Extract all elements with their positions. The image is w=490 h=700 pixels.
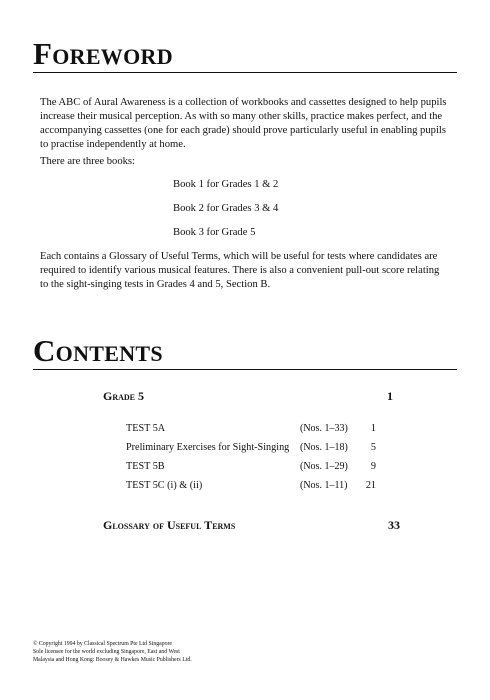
contents-rule bbox=[33, 369, 457, 370]
foreword-paragraph-intro: The ABC of Aural Awareness is a collection of workbooks and cassettes designed to help pupils increase their musical perception. As with so many other skills, practice makes perfect, and the accompanying cassettes (one for each grade) should prove particularly useful in enabling pupils to practise independently at home. bbox=[40, 97, 447, 150]
toc-range-test-5b: (Nos. 1–29) bbox=[300, 461, 348, 472]
toc-range-preliminary-exercises: (Nos. 1–18) bbox=[300, 442, 348, 453]
toc-page-preliminary-exercises: 5 bbox=[370, 442, 376, 453]
book-item-3: Book 3 for Grade 5 bbox=[173, 227, 256, 238]
book-item-2: Book 2 for Grades 3 & 4 bbox=[173, 203, 279, 214]
foreword-paragraph-books-intro: There are three books: bbox=[40, 156, 136, 167]
book-item-1: Book 1 for Grades 1 & 2 bbox=[173, 179, 279, 190]
toc-page-test-5b: 9 bbox=[370, 461, 376, 472]
toc-item-preliminary-exercises: Preliminary Exercises for Sight-Singing bbox=[126, 442, 290, 453]
foreword-title: Foreword bbox=[33, 36, 173, 71]
toc-item-test-5b: TEST 5B bbox=[126, 461, 165, 472]
toc-grade-label: Grade 5 bbox=[103, 389, 145, 403]
copyright-notice bbox=[33, 640, 192, 664]
toc-page-test-5a: 1 bbox=[370, 423, 376, 434]
contents-title: Contents bbox=[33, 333, 163, 368]
toc-glossary-label: Glossary of Useful Terms bbox=[103, 518, 236, 532]
toc-page-test-5c: 21 bbox=[365, 480, 376, 491]
copyright-line-2: Sole licensee for the world excluding Singapore, East and West bbox=[33, 649, 180, 655]
copyright-line-3: Malaysia and Hong Kong: Boosey & Hawkes Music Publishers Ltd. bbox=[33, 657, 192, 663]
toc-glossary-page: 33 bbox=[388, 518, 400, 532]
toc-item-test-5c: TEST 5C (i) & (ii) bbox=[126, 480, 203, 491]
toc-range-test-5a: (Nos. 1–33) bbox=[300, 423, 348, 434]
foreword-rule bbox=[33, 72, 457, 73]
toc-item-test-5a: TEST 5A bbox=[126, 423, 166, 434]
copyright-line-1: © Copyright 1994 by Classical Spectrum Pte Ltd Singapore bbox=[33, 641, 173, 647]
toc-grade-page: 1 bbox=[387, 389, 393, 403]
foreword-paragraph-glossary: Each contains a Glossary of Useful Terms, which will be useful for tests where candidates are required to identify various musical features. There is also a convenient pull-out score relating to the sight-singing tests in Grades 4 and 5, Section B. bbox=[40, 251, 440, 290]
toc-range-test-5c: (Nos. 1–11) bbox=[300, 480, 348, 491]
